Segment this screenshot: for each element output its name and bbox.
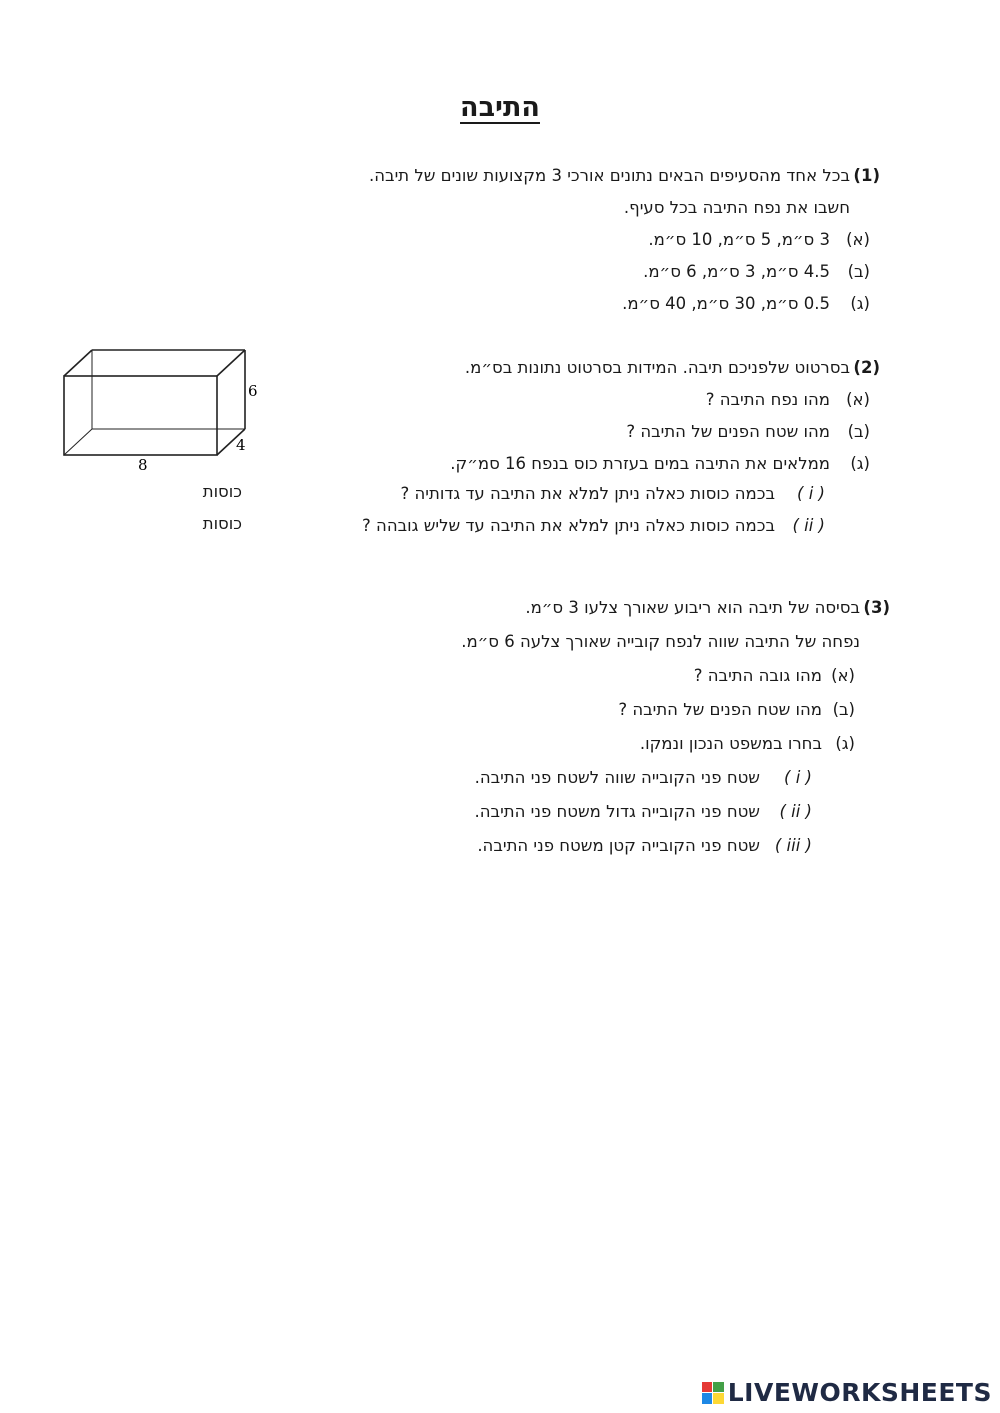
box-edge-top-right [217, 350, 245, 376]
box-hidden-edge-depth [64, 429, 92, 455]
q2-number: (2) [853, 358, 880, 377]
q2-item-b-label: (ב) [847, 422, 870, 441]
box-length-label: 8 [138, 456, 148, 474]
q3-sub-i-label: ( i ) [784, 768, 812, 787]
q2-item-c-text: ממלאים את התיבה במים בעזרת כוס בנפח 16 סמ״ק. [450, 454, 830, 473]
logo-text: LIVEWORKSHEETS [727, 1378, 992, 1407]
q3-item-a-text: מהו גובה התיבה ? [693, 666, 822, 685]
page-title: התיבה [460, 92, 540, 123]
q2-sub-i-text: בכמה כוסות כאלה ניתן למלא את התיבה עד גדותיה ? [400, 484, 775, 503]
q1-line1: בכל אחד מהסעיפים הבאים נתונים אורכי 3 מקצועות שונים של תיבה. [369, 166, 850, 185]
q2-item-a-text: מהו נפח התיבה ? [705, 390, 830, 409]
box-diagram [50, 340, 280, 480]
q1-item-c-label: (ג) [850, 294, 870, 313]
q3-item-c-label: (ג) [835, 734, 855, 753]
q2-sub-ii-unit: כוסות [202, 514, 242, 533]
box-depth-label: 4 [236, 436, 246, 454]
q1-number: (1) [853, 166, 880, 185]
q2-sub-i-unit: כוסות [202, 482, 242, 501]
q3-sub-iii-label: ( iii ) [774, 836, 812, 855]
q2-item-b-text: מהו שטח הפנים של התיבה ? [626, 422, 830, 441]
logo-squares-icon [702, 1382, 724, 1404]
q3-item-b-text: מהו שטח הפנים של התיבה ? [618, 700, 822, 719]
q1-item-c-text: 0.5 ס״מ, 30 ס״מ, 40 ס״מ. [622, 294, 830, 313]
q3-sub-ii-text: שטח פני הקובייה גדול משטח פני התיבה. [474, 802, 760, 821]
q3-sub-i-text: שטח פני הקובייה שווה לשטח פני התיבה. [474, 768, 760, 787]
q2-sub-ii-label: ( ii ) [792, 516, 825, 535]
q3-line1: בסיסה של תיבה הוא ריבוע שאורך צלעו 3 ס״מ. [525, 598, 860, 617]
logo-square-2 [713, 1382, 724, 1393]
q2-item-a-label: (א) [846, 390, 870, 409]
q1-item-a-text: 3 ס״מ, 5 ס״מ, 10 ס״מ. [648, 230, 830, 249]
q1-item-a-label: (א) [846, 230, 870, 249]
q3-item-b-label: (ב) [832, 700, 855, 719]
q2-line1: בסרטוט שלפניכם תיבה. המידות בסרטוט נתונות בס״מ. [464, 358, 850, 377]
q1-item-b-label: (ב) [847, 262, 870, 281]
q2-item-c-label: (ג) [850, 454, 870, 473]
q2-sub-i-label: ( i ) [797, 484, 825, 503]
box-height-label: 6 [248, 382, 258, 400]
logo-square-3 [702, 1393, 713, 1404]
q3-sub-iii-text: שטח פני הקובייה קטן משטח פני התיבה. [477, 836, 760, 855]
logo-square-4 [713, 1393, 724, 1404]
q1-line2: חשבו את נפח התיבה בכל סעיף. [623, 198, 850, 217]
q3-number: (3) [863, 598, 890, 617]
box-front-face [64, 376, 217, 455]
liveworksheets-logo [702, 1378, 992, 1407]
q3-item-a-label: (א) [831, 666, 855, 685]
q1-item-b-text: 4.5 ס״מ, 3 ס״מ, 6 ס״מ. [643, 262, 830, 281]
q3-sub-ii-label: ( ii ) [779, 802, 812, 821]
q2-sub-ii-text: בכמה כוסות כאלה ניתן למלא את התיבה עד שליש גובהה ? [362, 516, 775, 535]
box-edge-top-left [64, 350, 92, 376]
q3-item-c-text: בחרו במשפט הנכון ונמקו. [639, 734, 822, 753]
q3-line2: נפחה של התיבה שווה לנפח קובייה שאורך צלעה 6 ס״מ. [461, 632, 860, 651]
logo-square-1 [702, 1382, 713, 1393]
